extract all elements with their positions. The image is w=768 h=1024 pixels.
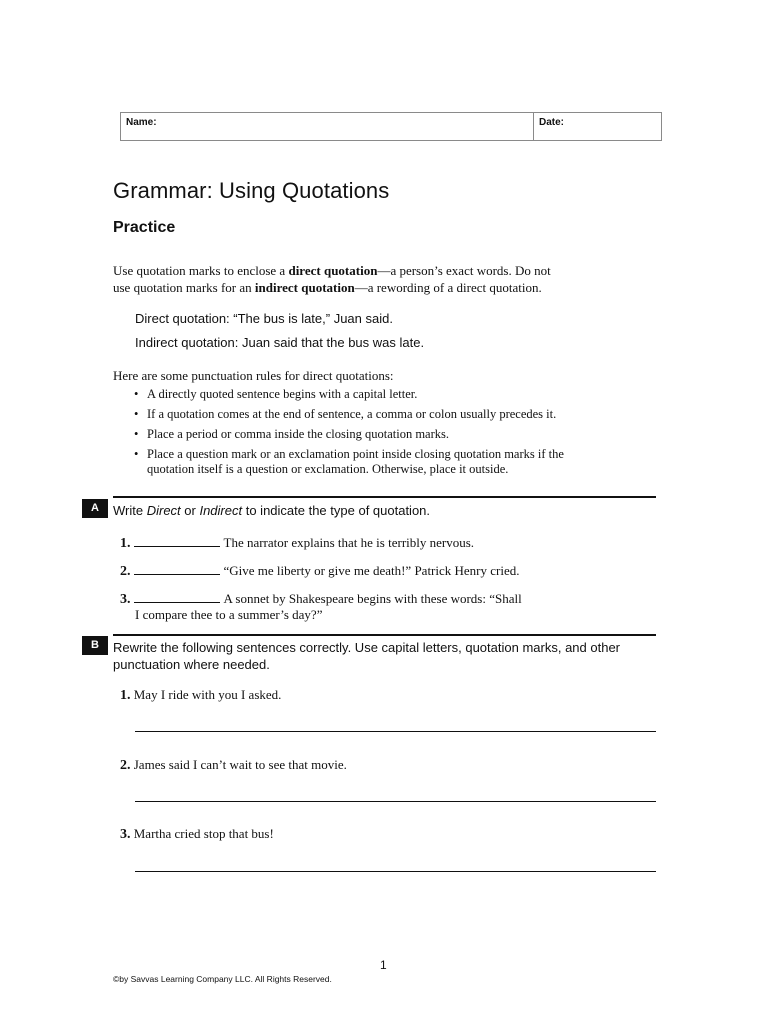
section-a-instructions: Write Direct or Indirect to indicate the type of quotation. xyxy=(113,503,431,518)
date-label[interactable]: Date: xyxy=(539,117,565,128)
answer-blank[interactable] xyxy=(134,535,220,547)
indirect-example: Indirect quotation: Juan said that the bus was late. xyxy=(135,335,425,350)
copyright-notice: ©by Savvas Learning Company LLC. All Rights Reserved. xyxy=(113,974,332,984)
answer-blank[interactable] xyxy=(134,563,220,575)
name-date-box xyxy=(120,112,662,141)
section-b-rule xyxy=(113,634,656,636)
name-label: Name: xyxy=(126,117,157,128)
answer-blank[interactable] xyxy=(134,591,220,603)
intro-line-1: Use quotation marks to enclose a direct quotation—a person’s exact words. Do not xyxy=(113,263,551,278)
list-item: • A directly quoted sentence begins with a capital letter. xyxy=(134,387,418,401)
answer-line-3[interactable] xyxy=(135,871,656,872)
list-item: • Place a question mark or an exclamation point inside closing quotation marks if the quotation itself is a question or exclamation. Otherwise, place it outside. xyxy=(134,447,564,476)
name-cell[interactable] xyxy=(121,113,534,140)
question-a-3: 3. A sonnet by Shakespeare begins with these words: “Shall xyxy=(120,591,522,607)
list-item: • Place a period or comma inside the closing quotation marks. xyxy=(134,427,450,441)
question-a-1: 1. The narrator explains that he is terribly nervous. xyxy=(120,535,475,551)
rules-list xyxy=(132,387,652,482)
rules-heading: Here are some punctuation rules for direct quotations: xyxy=(113,368,394,383)
question-b-2: 2. James said I can’t wait to see that movie. xyxy=(120,757,347,773)
question-a-3-continued: I compare thee to a summer’s day?” xyxy=(135,607,323,622)
section-b-instructions: Rewrite the following sentences correctly. Use capital letters, quotation marks, and other punctuation where needed. xyxy=(113,640,620,672)
intro-line-2: use quotation marks for an indirect quotation—a rewording of a direct quotation. xyxy=(113,280,542,295)
section-b-badge: B xyxy=(82,636,108,655)
question-b-1: 1. May I ride with you I asked. xyxy=(120,687,282,703)
page-number: 1 xyxy=(380,958,387,972)
list-item: • If a quotation comes at the end of sentence, a comma or colon usually precedes it. xyxy=(134,407,557,421)
question-b-3: 3. Martha cried stop that bus! xyxy=(120,826,274,842)
intro-paragraph xyxy=(113,262,551,296)
answer-line-1[interactable] xyxy=(135,731,656,732)
direct-example: Direct quotation: “The bus is late,” Juan said. xyxy=(135,311,393,326)
page-title: Grammar: Using Quotations xyxy=(113,178,390,203)
page-subtitle: Practice xyxy=(113,219,176,236)
section-a-badge: A xyxy=(82,499,108,518)
answer-line-2[interactable] xyxy=(135,801,656,802)
question-a-2: 2. “Give me liberty or give me death!” Patrick Henry cried. xyxy=(120,563,520,579)
section-a-rule xyxy=(113,496,656,498)
